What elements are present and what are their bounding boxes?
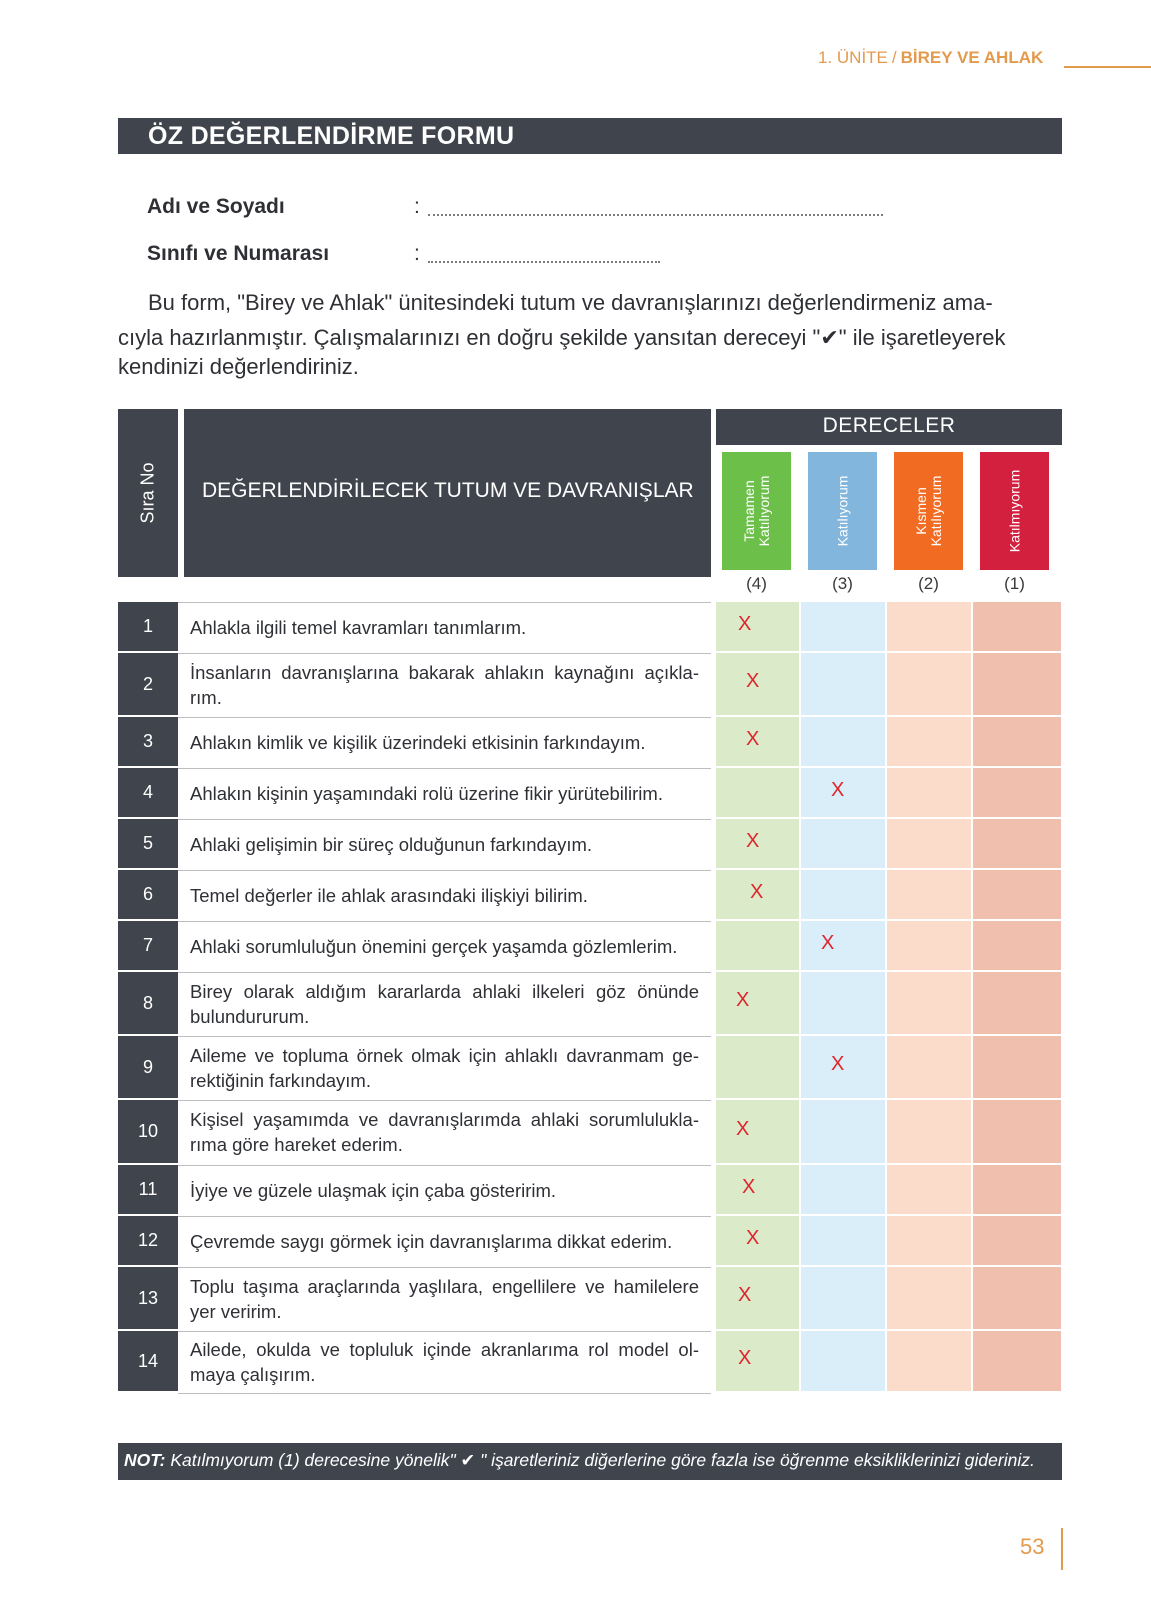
rating-cell-4[interactable] xyxy=(716,921,799,970)
rating-cell-1[interactable] xyxy=(973,1036,1061,1098)
row-text: Ahlakla ilgili temel kavramları tanımlarım. xyxy=(190,616,527,638)
degree-label-line-1: Kısmen xyxy=(912,487,929,535)
rating-cell-4[interactable] xyxy=(716,972,799,1034)
row-number: 3 xyxy=(118,717,178,766)
form-title: ÖZ DEĞERLENDİRME FORMU xyxy=(148,122,515,150)
row-text: Birey olarak aldığım kararlarda ahlaki ilkeleri göz önünde bulundururum. xyxy=(190,980,699,1027)
row-text: Ahlakın kişinin yaşamındaki rolü üzerine fikir yürütebilirim. xyxy=(190,782,663,804)
row-number: 10 xyxy=(118,1100,178,1163)
table-row xyxy=(178,819,711,868)
row-number: 6 xyxy=(118,870,178,919)
rating-cell-3[interactable] xyxy=(801,1100,885,1163)
rating-cell-1[interactable] xyxy=(973,1100,1061,1163)
degree-header-4 xyxy=(722,452,791,570)
table-row xyxy=(178,972,711,1034)
rating-cell-4[interactable] xyxy=(716,1036,799,1098)
rating-cell-3[interactable] xyxy=(801,1165,885,1214)
row-text: Aileme ve topluma örnek olmak için ahlaklı davranmam ge-rektiğinin farkındayım. xyxy=(190,1044,699,1091)
rating-cell-2[interactable] xyxy=(887,653,971,715)
rating-cell-2[interactable] xyxy=(887,768,971,817)
row-number: 12 xyxy=(118,1216,178,1265)
rating-mark: X xyxy=(736,989,750,1011)
rating-cell-3[interactable] xyxy=(801,819,885,868)
rating-cell-2[interactable] xyxy=(887,1100,971,1163)
rating-cell-3[interactable] xyxy=(801,1216,885,1265)
table-row xyxy=(178,768,711,817)
rating-cell-1[interactable] xyxy=(973,870,1061,919)
rating-cell-4[interactable] xyxy=(716,1100,799,1163)
sira-no-header xyxy=(118,409,178,577)
rating-mark: X xyxy=(746,1226,760,1249)
row-text: Çevremde saygı görmek için davranışlarıma dikkat ederim. xyxy=(190,1230,673,1252)
rating-cell-2[interactable] xyxy=(887,921,971,970)
table-row xyxy=(178,1165,711,1214)
rating-cell-4[interactable] xyxy=(716,1165,799,1214)
page-number: 53 xyxy=(1020,1534,1045,1559)
degree-label xyxy=(742,476,772,547)
class-field-line[interactable] xyxy=(428,261,660,263)
row-number: 11 xyxy=(118,1165,178,1214)
rating-mark: X xyxy=(746,727,760,750)
rating-cell-2[interactable] xyxy=(887,1165,971,1214)
rating-mark: X xyxy=(746,670,760,692)
table-row xyxy=(178,602,711,651)
note-prefix: NOT: xyxy=(124,1450,166,1470)
rating-cell-1[interactable] xyxy=(973,1165,1061,1214)
intro-line-2: cıyla hazırlanmıştır. Çalışmalarınızı en doğru şekilde yansıtan dereceyi "✔" ile işaretleyerek xyxy=(118,325,1006,350)
rating-cell-1[interactable] xyxy=(973,1216,1061,1265)
row-text: İyiye ve güzele ulaşmak için çaba gösteririm. xyxy=(190,1179,557,1201)
rating-mark: X xyxy=(742,1175,756,1198)
rating-cell-4[interactable] xyxy=(716,602,799,651)
row-number: 5 xyxy=(118,819,178,868)
intro-line-3: kendinizi değerlendiriniz. xyxy=(118,354,359,379)
unit-heading xyxy=(818,48,1043,68)
rating-cell-2[interactable] xyxy=(887,1216,971,1265)
rating-cell-2[interactable] xyxy=(887,1036,971,1098)
class-field-colon: : xyxy=(414,242,420,265)
row-number: 9 xyxy=(118,1036,178,1098)
rating-cell-3[interactable] xyxy=(801,1267,885,1329)
tutum-header xyxy=(184,409,711,577)
rating-cell-1[interactable] xyxy=(973,1267,1061,1329)
rating-cell-4[interactable] xyxy=(716,768,799,817)
degree-value: (4) xyxy=(746,574,767,593)
rating-cell-1[interactable] xyxy=(973,717,1061,766)
rating-cell-3[interactable] xyxy=(801,602,885,651)
note-body: Katılmıyorum (1) derecesine yönelik" ✔ " işaretleriniz diğerlerine göre fazla ise öğrenme eksikliklerinizi gideriniz. xyxy=(165,1450,1035,1470)
rating-cell-2[interactable] xyxy=(887,602,971,651)
name-field-line[interactable] xyxy=(428,214,883,216)
sira-no-label: Sıra No xyxy=(137,462,158,524)
rating-cell-2[interactable] xyxy=(887,1331,971,1391)
degree-value: (2) xyxy=(918,574,939,593)
rating-mark: X xyxy=(738,1284,752,1306)
rating-cell-3[interactable] xyxy=(801,972,885,1034)
degree-label-line-2: Katılıyorum xyxy=(927,475,944,547)
rating-cell-1[interactable] xyxy=(973,653,1061,715)
rating-cell-3[interactable] xyxy=(801,870,885,919)
degree-label xyxy=(914,476,944,547)
table-row xyxy=(178,1216,711,1265)
degree-label-line-1: Katılmıyorum xyxy=(1006,469,1022,553)
unit-separator: / xyxy=(891,48,897,67)
rating-cell-2[interactable] xyxy=(887,972,971,1034)
rating-mark: X xyxy=(746,829,760,852)
tutum-header-label: DEĞERLENDİRİLECEK TUTUM VE DAVRANIŞLAR xyxy=(202,479,694,502)
table-row xyxy=(178,1267,711,1329)
rating-cell-2[interactable] xyxy=(887,1267,971,1329)
row-text: Temel değerler ile ahlak arasındaki ilişkiyi bilirim. xyxy=(190,884,588,906)
degree-header-3 xyxy=(808,452,877,570)
rating-mark: X xyxy=(831,778,845,801)
dereceler-header xyxy=(716,409,1062,445)
row-text: İnsanların davranışlarına bakarak ahlakın kaynağını açıkla-rım. xyxy=(190,661,699,708)
degree-header-2 xyxy=(894,452,963,570)
row-text: Ailede, okulda ve topluluk içinde akranlarıma rol model ol-maya çalışırım. xyxy=(190,1338,699,1385)
rating-cell-2[interactable] xyxy=(887,717,971,766)
rating-cell-1[interactable] xyxy=(973,972,1061,1034)
table-bottom-rule xyxy=(178,1393,711,1394)
degree-label-line-1: Katılıyorum xyxy=(834,475,850,547)
rating-cell-3[interactable] xyxy=(801,717,885,766)
row-text: Ahlaki sorumluluğun önemini gerçek yaşamda gözlemlerim. xyxy=(190,935,678,957)
rating-cell-1[interactable] xyxy=(973,819,1061,868)
table-row xyxy=(178,1331,711,1391)
row-number: 7 xyxy=(118,921,178,970)
rating-cell-3[interactable] xyxy=(801,1331,885,1391)
table-row xyxy=(178,921,711,970)
table-row xyxy=(178,1100,711,1163)
degree-label xyxy=(835,476,850,547)
page-number-rule xyxy=(1061,1528,1063,1570)
unit-title: BİREY VE AHLAK xyxy=(900,48,1044,67)
row-number: 14 xyxy=(118,1331,178,1391)
rating-cell-4[interactable] xyxy=(716,1331,799,1391)
row-text: Kişisel yaşamımda ve davranışlarımda ahlaki sorumlulukla-rıma göre hareket ederim. xyxy=(190,1109,699,1155)
dereceler-label: DERECELER xyxy=(822,414,956,437)
rating-cell-2[interactable] xyxy=(887,819,971,868)
row-text: Ahlaki gelişimin bir süreç olduğunun farkındayım. xyxy=(190,833,593,855)
rating-mark: X xyxy=(736,1117,750,1140)
row-number: 4 xyxy=(118,768,178,817)
row-text: Ahlakın kimlik ve kişilik üzerindeki etkisinin farkındayım. xyxy=(190,731,646,753)
row-number: 13 xyxy=(118,1267,178,1329)
rating-mark: X xyxy=(750,880,764,903)
table-row xyxy=(178,653,711,715)
rating-cell-2[interactable] xyxy=(887,870,971,919)
rating-cell-3[interactable] xyxy=(801,653,885,715)
unit-number: 1. ÜNİTE xyxy=(818,48,888,67)
rating-cell-1[interactable] xyxy=(973,1331,1061,1391)
rating-mark: X xyxy=(821,931,835,954)
header-rule xyxy=(1064,66,1151,68)
table-row xyxy=(178,1036,711,1098)
rating-mark: X xyxy=(738,1347,752,1369)
rating-cell-1[interactable] xyxy=(973,768,1061,817)
row-number: 1 xyxy=(118,602,178,651)
class-field-label: Sınıfı ve Numarası xyxy=(147,242,330,265)
rating-cell-1[interactable] xyxy=(973,921,1061,970)
rating-mark: X xyxy=(831,1053,845,1075)
degree-label xyxy=(1007,470,1022,552)
row-text: Toplu taşıma araçlarında yaşlılara, engellilere ve hamilelere yer veririm. xyxy=(190,1275,699,1322)
rating-cell-1[interactable] xyxy=(973,602,1061,651)
rating-cell-4[interactable] xyxy=(716,1267,799,1329)
note-text xyxy=(124,1450,1035,1471)
name-field-label: Adı ve Soyadı xyxy=(147,195,285,218)
intro-line-1: Bu form, "Birey ve Ahlak" ünitesindeki tutum ve davranışlarınızı değerlendirmeniz ama- xyxy=(148,290,993,315)
degree-label-line-2: Katılıyorum xyxy=(755,475,772,547)
degree-value: (1) xyxy=(1004,574,1025,593)
rating-cell-3[interactable] xyxy=(801,921,885,970)
degree-header-1 xyxy=(980,452,1049,570)
form-title-bar xyxy=(118,118,1062,154)
row-number: 8 xyxy=(118,972,178,1034)
degree-value: (3) xyxy=(832,574,853,593)
degree-label-line-1: Tamamen xyxy=(740,480,757,542)
row-number: 2 xyxy=(118,653,178,715)
note-bar xyxy=(118,1443,1062,1480)
table-row xyxy=(178,717,711,766)
table-row xyxy=(178,870,711,919)
name-field-colon: : xyxy=(414,195,420,218)
rating-mark: X xyxy=(738,612,752,635)
